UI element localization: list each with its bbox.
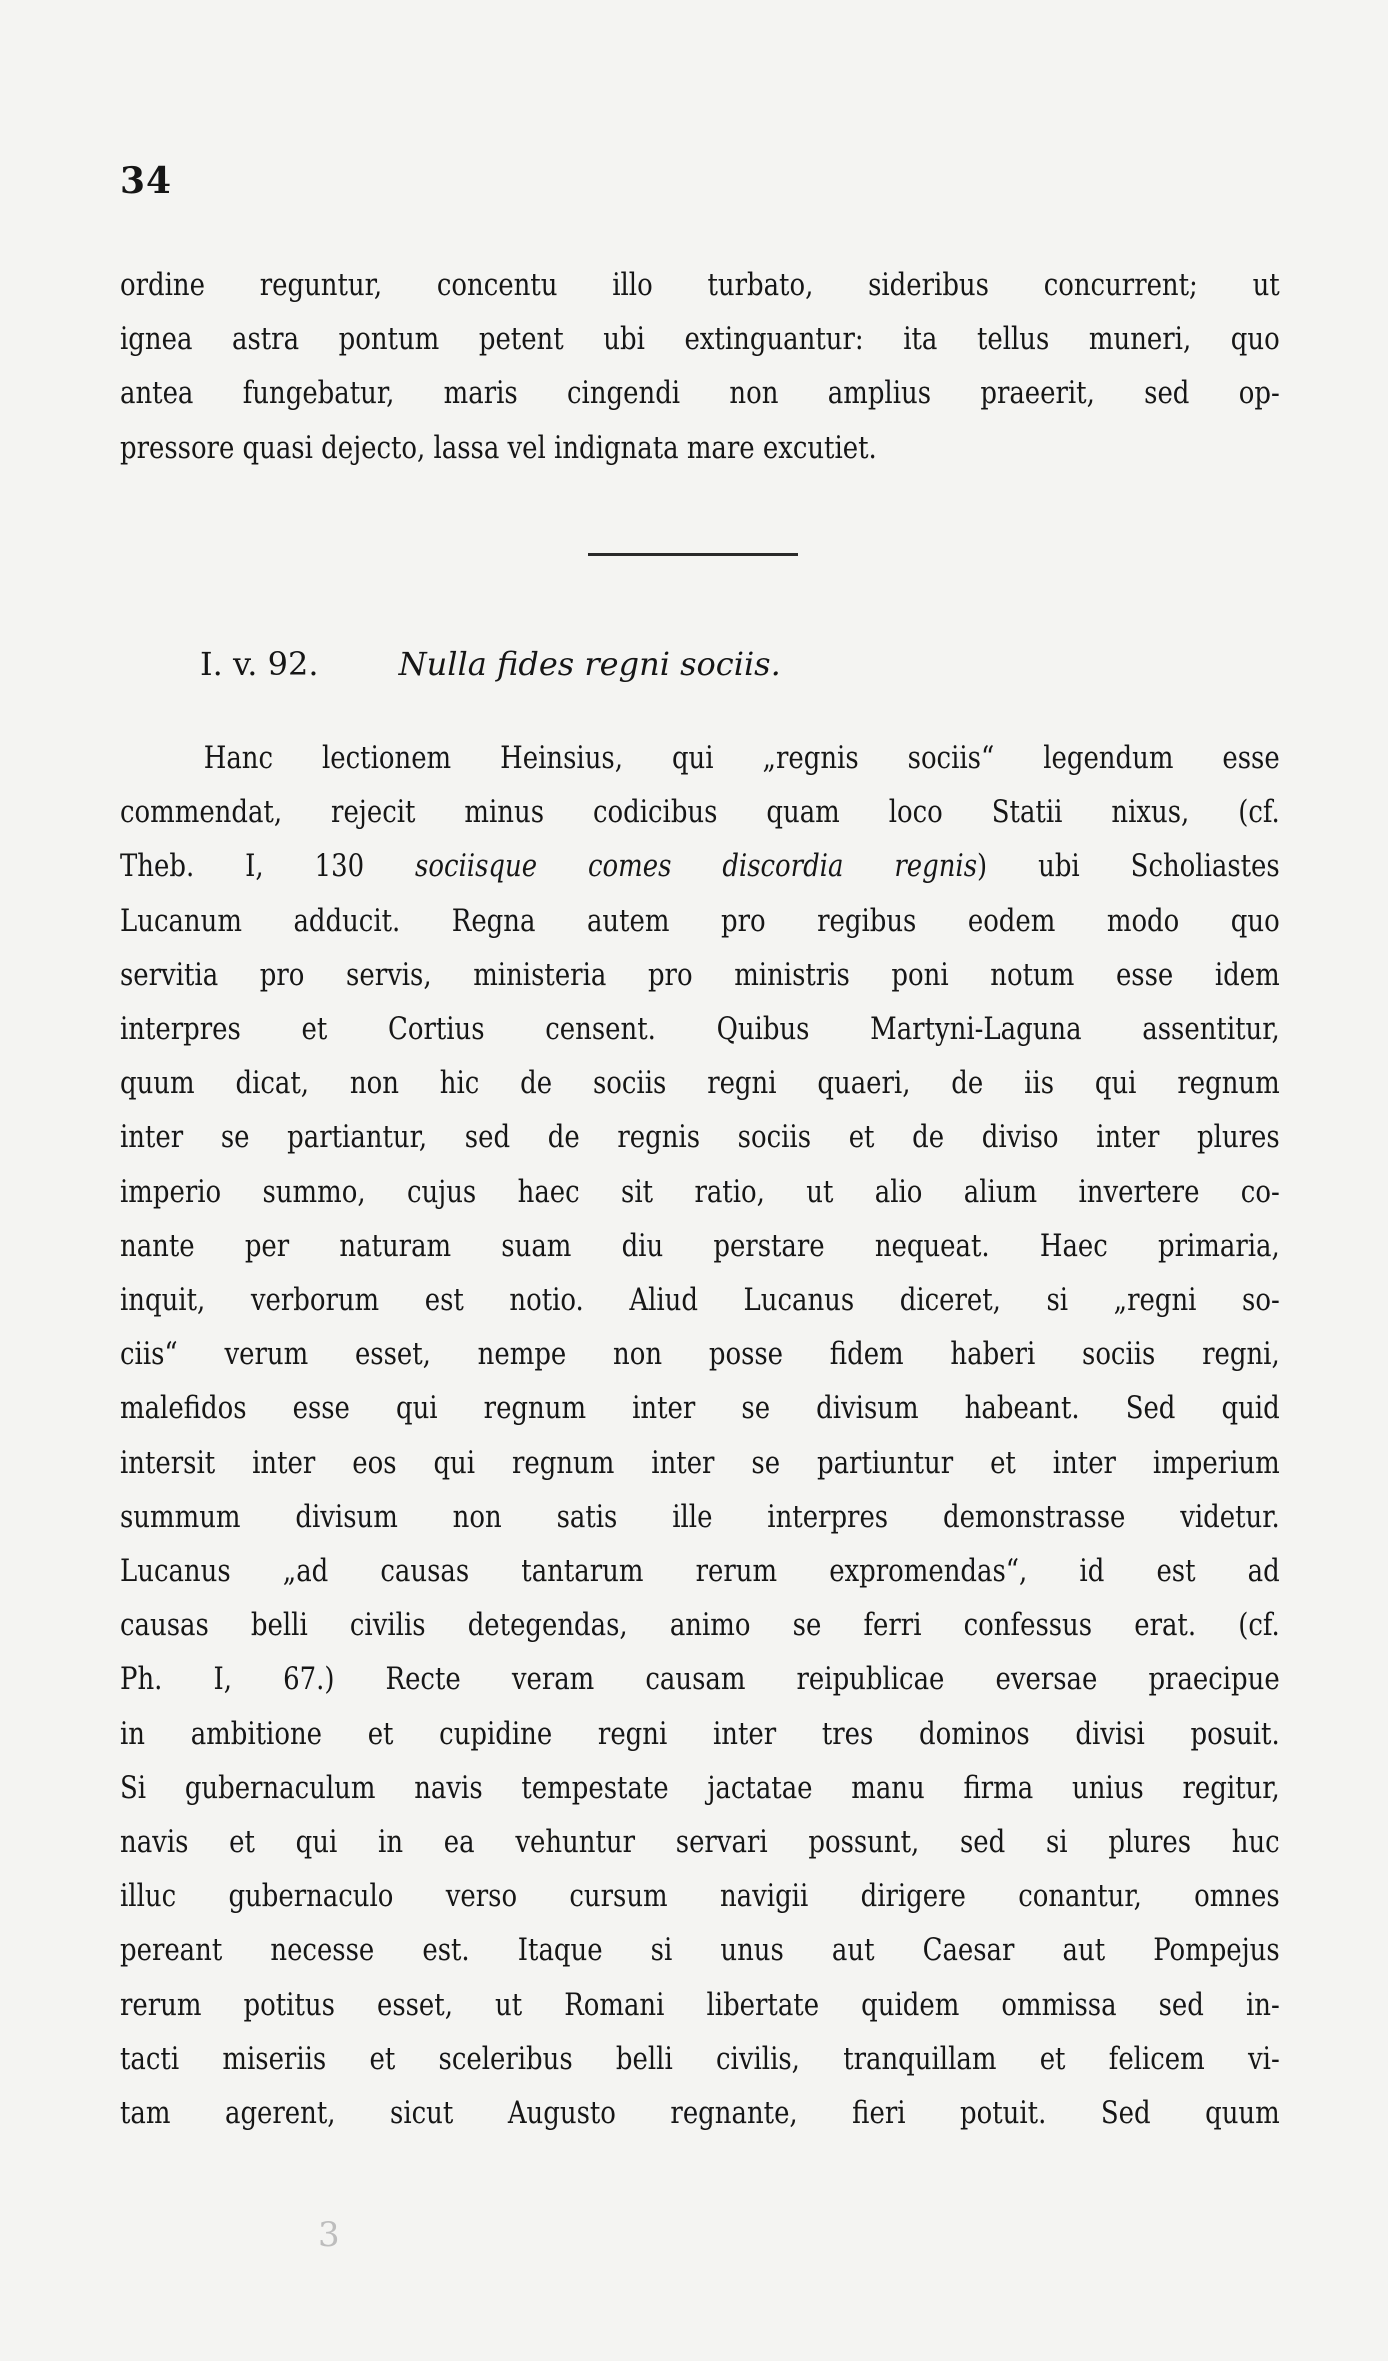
paragraph-commentary	[120, 731, 1280, 2140]
lemma-title: Nulla fides regni sociis.	[398, 645, 781, 683]
paragraph-intro	[120, 258, 1280, 475]
signature-mark: 3	[318, 2215, 340, 2255]
section-heading	[200, 645, 781, 683]
text-line: ciis“ verum esset, nempe non posse fidem haberi sociis regni,	[120, 1336, 1280, 1373]
text-line	[120, 731, 1280, 785]
text-line: navis et qui in ea vehuntur servari possunt, sed si plures huc	[120, 1824, 1280, 1861]
text-line: summum divisum non satis ille interpres demonstrasse videtur.	[120, 1498, 1280, 1535]
section-divider	[588, 553, 798, 556]
text-line: interpres et Cortius censent. Quibus Martyni-Laguna assentitur,	[120, 1011, 1280, 1048]
text-line: ignea astra pontum petent ubi extinguantur: ita tellus muneri, quo	[120, 321, 1280, 358]
text-line: Si gubernaculum navis tempestate jactatae manu firma unius regitur,	[120, 1769, 1280, 1806]
text-line: rerum potitus esset, ut Romani libertate quidem ommissa sed in-	[120, 1986, 1280, 2023]
text-line: antea fungebatur, maris cingendi non amplius praeerit, sed op-	[120, 375, 1280, 412]
text-segment: Hanc lectionem Heinsius, qui „regnis sociis“ legendum esse	[203, 740, 1280, 776]
text-line: servitia pro servis, ministeria pro ministris poni notum esse idem	[120, 956, 1280, 993]
text-line: in ambitione et cupidine regni inter tres dominos divisi posuit.	[120, 1715, 1280, 1752]
text-line: tacti miseriis et sceleribus belli civilis, tranquillam et felicem vi-	[120, 2040, 1280, 2077]
text-line: pereant necesse est. Itaque si unus aut Caesar aut Pompejus	[120, 1932, 1280, 1969]
text-line: malefidos esse qui regnum inter se divisum habeant. Sed quid	[120, 1390, 1280, 1427]
quotation-italic: sociisque comes discordia regnis	[415, 848, 978, 885]
text-line: Ph. I, 67.) Recte veram causam reipublicae eversae praecipue	[120, 1661, 1280, 1698]
text-line: ordine reguntur, concentu illo turbato, sideribus concurrent; ut	[120, 267, 1280, 303]
text-line	[120, 839, 1280, 893]
verse-reference: I. v. 92.	[200, 645, 319, 683]
text-line: pressore quasi dejecto, lassa vel indignata mare excutiet.	[120, 429, 877, 466]
text-line: causas belli civilis detegendas, animo se ferri confessus erat. (cf.	[120, 1607, 1280, 1644]
page-number: 34	[120, 160, 173, 202]
text-line: commendat, rejecit minus codicibus quam loco Statii nixus, (cf.	[120, 794, 1280, 831]
text-segment: Theb. I, 130	[120, 848, 416, 885]
text-line: inter se partiantur, sed de regnis sociis et de diviso inter plures	[120, 1119, 1280, 1156]
text-line: Lucanum adducit. Regna autem pro regibus eodem modo quo	[120, 902, 1280, 939]
text-line: nante per naturam suam diu perstare nequeat. Haec primaria,	[120, 1227, 1280, 1264]
text-line: inquit, verborum est notio. Aliud Lucanus diceret, si „regni so-	[120, 1282, 1280, 1319]
text-line: illuc gubernaculo verso cursum navigii dirigere conantur, omnes	[120, 1878, 1280, 1915]
text-line: imperio summo, cujus haec sit ratio, ut alio alium invertere co-	[120, 1173, 1280, 1210]
text-line: intersit inter eos qui regnum inter se partiuntur et inter imperium	[120, 1444, 1280, 1481]
text-line: quum dicat, non hic de sociis regni quaeri, de iis qui regnum	[120, 1065, 1280, 1102]
text-line: tam agerent, sicut Augusto regnante, fieri potuit. Sed quum	[120, 2095, 1280, 2132]
text-segment: ) ubi Scholiastes	[977, 848, 1280, 885]
text-line: Lucanus „ad causas tantarum rerum expromendas“, id est ad	[120, 1553, 1280, 1590]
